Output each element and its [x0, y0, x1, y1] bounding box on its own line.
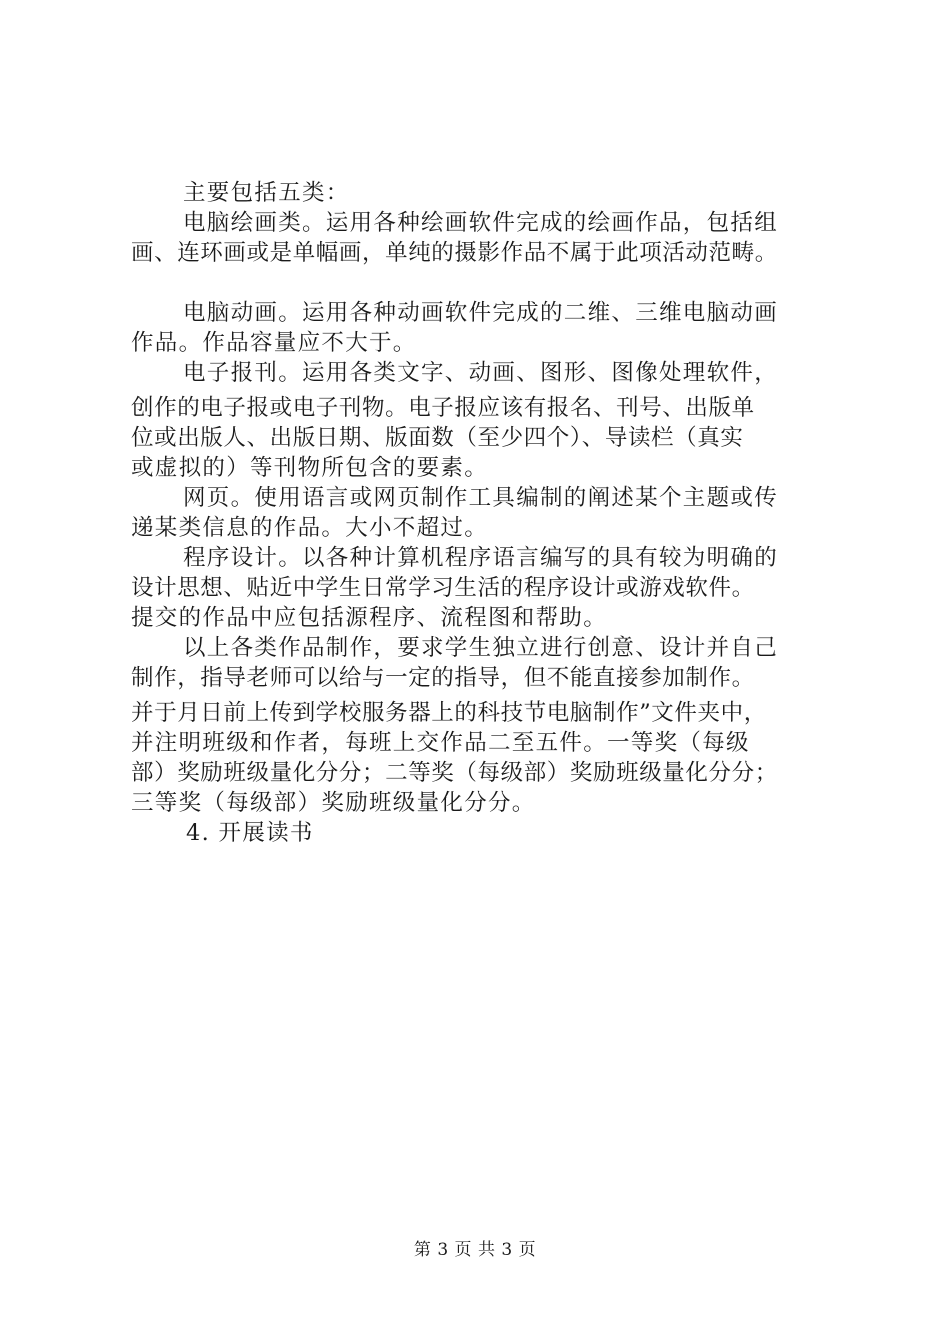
text-line-10: 网页。使用语言或网页制作工具编制的阐述某个主题或传: [183, 485, 779, 511]
page-footer: 第 3 页 共 3 页: [413, 1240, 537, 1260]
text-line-19: 部）奖励班级量化分分；二等奖（每级部）奖励班级量化分分；: [131, 760, 778, 786]
text-line-7: 创作的电子报或电子刊物。电子报应该有报名、刊号、出版单: [131, 395, 755, 421]
text-line-16: 制作，指导老师可以给与一定的指导，但不能直接参加制作。: [131, 665, 755, 691]
text-line-14: 提交的作品中应包括源程序、流程图和帮助。: [131, 605, 608, 631]
text-line-9: 或虚拟的）等刊物所包含的要素。: [131, 455, 489, 481]
text-line-6: 电子报刊。运用各类文字、动画、图形、图像处理软件，: [183, 360, 779, 386]
text-line-5: 作品。作品容量应不大于。: [131, 330, 417, 356]
text-line-17: 并于月日前上传到学校服务器上的科技节电脑制作”文件夹中，: [131, 700, 767, 726]
text-line-1: 主要包括五类：: [183, 180, 350, 206]
text-line-8: 位或出版人、出版日期、版面数（至少四个）、导读栏（真实: [131, 425, 744, 451]
text-line-12: 程序设计。以各种计算机程序语言编写的具有较为明确的: [183, 545, 779, 571]
text-line-15: 以上各类作品制作，要求学生独立进行创意、设计并自己: [183, 635, 779, 661]
text-line-13: 设计思想、贴近中学生日常学习生活的程序设计或游戏软件。: [131, 575, 755, 601]
text-line-20: 三等奖（每级部）奖励班级量化分分。: [131, 790, 536, 816]
text-line-4: 电脑动画。运用各种动画软件完成的二维、三维电脑动画: [183, 300, 779, 326]
text-line-21: 4. 开展读书: [186, 820, 314, 846]
text-line-11: 递某类信息的作品。大小不超过。: [131, 515, 489, 541]
text-line-2: 电脑绘画类。运用各种绘画软件完成的绘画作品，包括组: [183, 210, 779, 236]
text-line-18: 并注明班级和作者，每班上交作品二至五件。一等奖（每级: [131, 730, 750, 756]
text-line-3: 画、连环画或是单幅画，单纯的摄影作品不属于此项活动范畴。: [131, 240, 778, 266]
